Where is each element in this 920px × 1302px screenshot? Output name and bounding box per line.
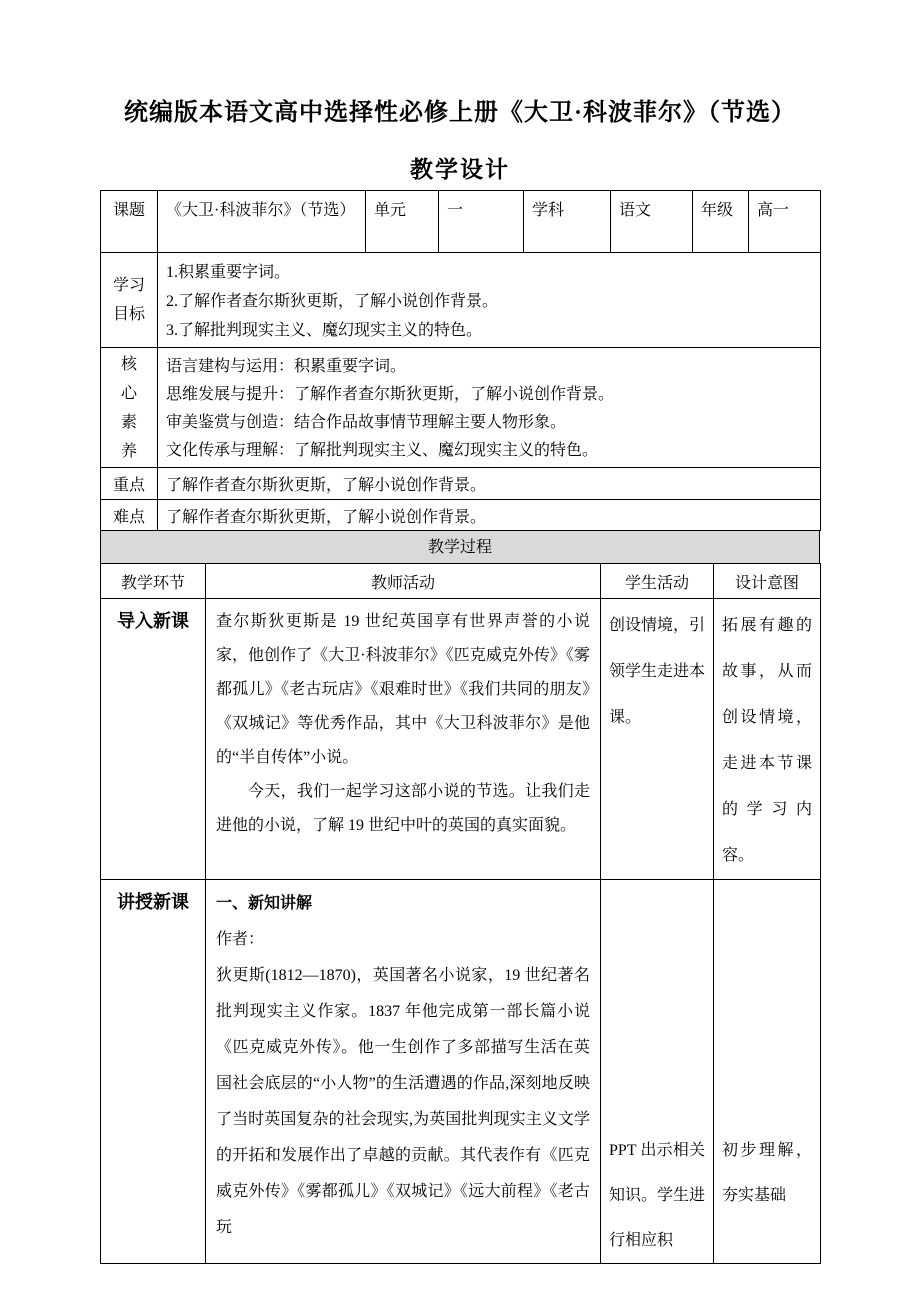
header-design-intent: 设计意图 xyxy=(714,564,821,599)
learning-goals-content xyxy=(158,253,821,348)
learning-goals-label-line: 学习 xyxy=(112,277,145,294)
core-literacy-label-line: 核 xyxy=(120,355,137,373)
document-title-line2: 教学设计 xyxy=(410,157,510,182)
core-literacy-content xyxy=(158,348,821,468)
course-info-table xyxy=(100,190,821,531)
teaching-process-banner: 教学过程 xyxy=(100,530,820,564)
section-heading: 一、新知讲解 xyxy=(216,895,313,912)
table-row xyxy=(101,500,821,531)
learning-goal-item: 2.了解作者查尔斯狄更斯，了解小说创作背景。 xyxy=(166,293,499,310)
key-point-label: 重点 xyxy=(101,468,158,500)
teaching-process-table xyxy=(100,563,821,1264)
stage-new-lesson-label: 讲授新课 xyxy=(101,880,206,1264)
header-student-activity: 学生活动 xyxy=(601,564,714,599)
teacher-paragraph: 狄更斯(1812—1870)，英国著名小说家，19 世纪著名批判现实主义作家。1837 年他完成第一部长篇小说《匹克威克外传》。他一生创作了多部描写生活在英国社会底层的“小人物”的生活遭遇的作品,深刻地反映了当时英国复杂的社会现实,为英国批判现实主义文学的开拓和发展作出了卓越的贡献。其代表作有《匹克威克外传》《雾都孤儿》《双城记》《远大前程》《老古玩 xyxy=(216,967,590,1236)
header-stage: 教学环节 xyxy=(101,564,206,599)
document-title-line1: 统编版本语文高中选择性必修上册《大卫·科波菲尔》（节选） xyxy=(123,100,796,126)
grade-label: 年级 xyxy=(693,191,749,253)
lesson-plan-table xyxy=(100,190,820,1264)
teacher-activity-new-lesson xyxy=(206,880,601,1264)
grade-value: 高一 xyxy=(749,191,821,253)
core-literacy-item: 审美鉴赏与创造：结合作品故事情节理解主要人物形象。 xyxy=(166,414,567,431)
difficult-point-label: 难点 xyxy=(101,500,158,531)
student-activity-intro: 创设情境，引领学生走进本课。 xyxy=(601,599,714,880)
learning-goal-item: 3.了解批判现实主义、魔幻现实主义的特色。 xyxy=(166,322,483,339)
core-literacy-item: 语言建构与运用：积累重要字词。 xyxy=(166,358,407,375)
key-point-content: 了解作者查尔斯狄更斯，了解小说创作背景。 xyxy=(158,468,821,500)
teacher-paragraph: 查尔斯狄更斯是 19 世纪英国享有世界声誉的小说家，他创作了《大卫·科波菲尔》《匹克威克外传》《雾都孤儿》《老古玩店》《艰难时世》《我们共同的朋友》《双城记》等优秀作品，其中《大卫科波菲尔》是他的“半自传体”小说。 xyxy=(216,613,590,766)
header-teacher-activity: 教师活动 xyxy=(206,564,601,599)
design-intent-intro: 拓展有趣的故事，从而创设情境，走进本节课的学习内容。 xyxy=(714,599,821,880)
core-literacy-item: 文化传承与理解：了解批判现实主义、魔幻现实主义的特色。 xyxy=(166,442,599,459)
unit-value: 一 xyxy=(439,191,524,253)
design-intent-new-lesson: 初步理解，夯实基础 xyxy=(714,880,821,1264)
table-row xyxy=(101,468,821,500)
subject-value: 语文 xyxy=(611,191,693,253)
learning-goal-item: 1.积累重要字词。 xyxy=(166,264,291,281)
process-row-intro xyxy=(101,599,821,880)
table-row xyxy=(101,348,821,468)
table-row xyxy=(101,253,821,348)
process-header-row xyxy=(101,564,821,599)
process-row-new-lesson xyxy=(101,880,821,1264)
course-title-value: 《大卫·科波菲尔》（节选） xyxy=(158,191,366,253)
table-row xyxy=(101,191,821,253)
course-title-label: 课题 xyxy=(101,191,158,253)
core-literacy-item: 思维发展与提升：了解作者查尔斯狄更斯，了解小说创作背景。 xyxy=(166,386,615,403)
core-literacy-label-line: 素 xyxy=(120,413,137,431)
teacher-paragraph: 作者： xyxy=(216,931,265,948)
teacher-paragraph: 今天，我们一起学习这部小说的节选。让我们走进他的小说，了解 19 世纪中叶的英国的真实面貌。 xyxy=(216,783,590,834)
difficult-point-content: 了解作者查尔斯狄更斯，了解小说创作背景。 xyxy=(158,500,821,531)
stage-intro-label: 导入新课 xyxy=(101,599,206,880)
core-literacy-label xyxy=(101,348,158,468)
learning-goals-label xyxy=(101,253,158,348)
student-activity-new-lesson: PPT 出示相关知识。学生进行相应积 xyxy=(601,880,714,1264)
subject-label: 学科 xyxy=(524,191,611,253)
teacher-activity-intro xyxy=(206,599,601,880)
core-literacy-label-line: 心 xyxy=(120,384,137,402)
unit-label: 单元 xyxy=(366,191,439,253)
learning-goals-label-line: 目标 xyxy=(112,306,145,323)
core-literacy-label-line: 养 xyxy=(120,442,137,460)
